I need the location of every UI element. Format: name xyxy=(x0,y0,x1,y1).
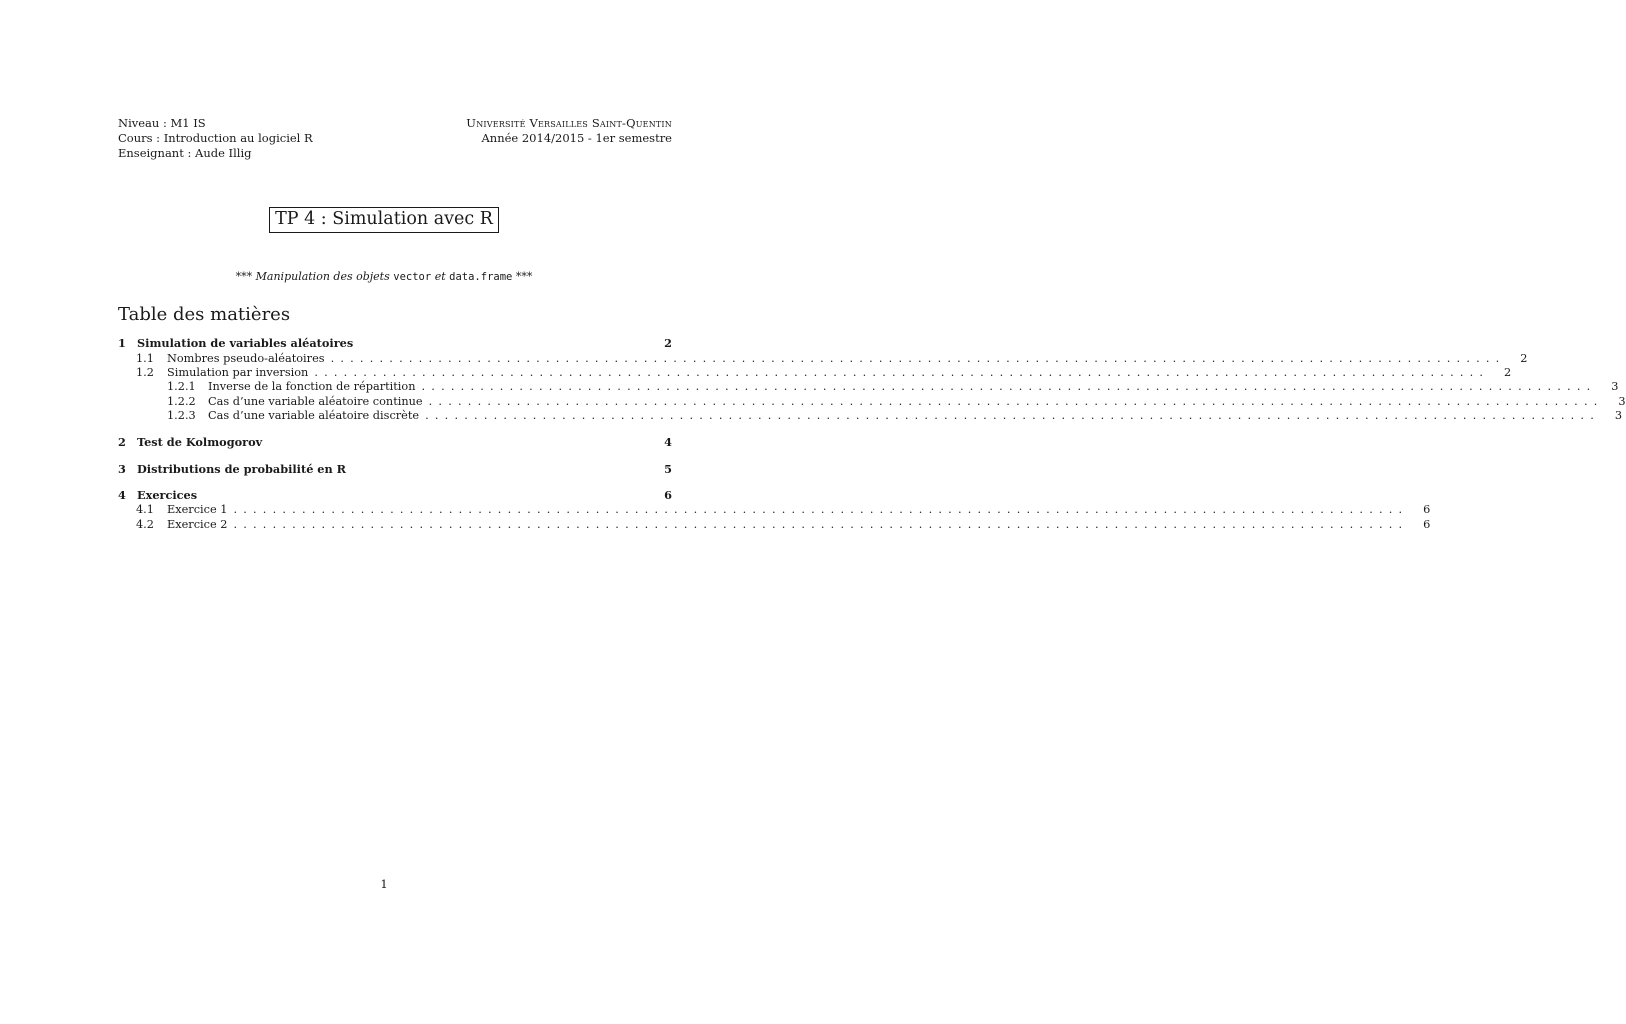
toc-entry-page: 3 xyxy=(1611,380,1619,393)
toc-entry-number: 4 xyxy=(118,488,126,502)
toc-entry-page: 2 xyxy=(1504,366,1512,379)
subtitle-text-2: et xyxy=(434,270,446,283)
toc-leader-dots: ........................................................................................................................ xyxy=(421,380,1597,393)
toc-entry[interactable] xyxy=(118,365,1512,380)
toc-entry[interactable] xyxy=(118,435,672,450)
course-level: Niveau : M1 IS xyxy=(118,116,206,130)
toc-entry-number: 1.2 xyxy=(136,366,154,379)
subtitle-text-1: Manipulation des objets xyxy=(255,270,390,283)
toc-entry[interactable] xyxy=(118,379,1619,394)
toc-entry-label: Cas d’une variable aléatoire discrète xyxy=(208,409,420,422)
subtitle-stars-right: *** xyxy=(515,270,533,283)
header-row-3 xyxy=(118,146,672,161)
subtitle-stars-left: *** xyxy=(235,270,253,283)
toc-entry-page: 6 xyxy=(1423,503,1431,516)
toc-entry-label: Exercices xyxy=(137,488,198,502)
subtitle-code-dataframe: data.frame xyxy=(449,271,513,283)
toc-entry[interactable] xyxy=(118,408,1623,423)
toc-leader-dots: ........................................................................................................................ xyxy=(233,503,1409,516)
toc-entry[interactable] xyxy=(118,502,1431,517)
toc-entry-number: 3 xyxy=(118,462,126,476)
toc-entry-label: Simulation de variables aléatoires xyxy=(137,336,354,350)
university-name: Université Versailles Saint-Quentin xyxy=(466,116,672,130)
toc-entry-page: 2 xyxy=(1520,352,1528,365)
toc-entry-number: 1.2.2 xyxy=(167,395,196,408)
toc-entry-number: 2 xyxy=(118,435,126,449)
toc-entry-number: 1 xyxy=(118,336,126,350)
toc-entry-label: Cas d’une variable aléatoire continue xyxy=(208,395,423,408)
document-subtitle xyxy=(0,270,768,284)
toc-leader-dots: ........................................................................................................................ xyxy=(314,366,1490,379)
header-row-1 xyxy=(118,116,672,131)
toc-entry-label: Nombres pseudo-aléatoires xyxy=(167,352,325,365)
toc-entry-page: 3 xyxy=(1618,395,1626,408)
instructor-name: Enseignant : Aude Illig xyxy=(118,146,252,160)
toc-entry-label: Exercice 1 xyxy=(167,503,228,516)
academic-year: Année 2014/2015 - 1er semestre xyxy=(481,131,672,145)
toc-entry-page: 6 xyxy=(664,488,672,502)
toc-leader-dots: ........................................................................................................................ xyxy=(428,395,1604,408)
header-row-2 xyxy=(118,131,672,146)
toc-entry[interactable] xyxy=(118,394,1626,409)
toc-entry-page: 3 xyxy=(1614,409,1623,422)
toc-entry-page: 4 xyxy=(664,435,672,449)
toc-leader-dots: ........................................................................................................................ xyxy=(233,518,1409,531)
toc-entry-label: Exercice 2 xyxy=(167,518,228,531)
toc-entry-label: Test de Kolmogorov xyxy=(137,435,263,449)
toc-entry-number: 1.2.3 xyxy=(167,409,196,422)
toc-leader-dots: ........................................................................................................................ xyxy=(330,352,1506,365)
toc-entry-number: 1.2.1 xyxy=(167,380,196,393)
toc-entry-page: 6 xyxy=(1423,518,1431,531)
subtitle-code-vector: vector xyxy=(393,271,432,283)
toc-entry-page: 2 xyxy=(664,336,672,350)
toc-heading: Table des matières xyxy=(118,304,291,325)
document-title: TP 4 : Simulation avec R xyxy=(269,207,499,233)
toc-entry[interactable] xyxy=(118,488,672,503)
toc-entry[interactable] xyxy=(118,351,1528,366)
toc-entry-page: 5 xyxy=(664,462,672,476)
toc-entry-label: Inverse de la fonction de répartition xyxy=(208,380,416,393)
course-name: Cours : Introduction au logiciel R xyxy=(118,131,313,145)
document-header xyxy=(118,116,672,161)
toc-entry-number: 4.1 xyxy=(136,503,154,516)
page-number: 1 xyxy=(380,877,388,891)
toc-leader-dots: ........................................................................................................................ xyxy=(425,409,1601,422)
toc-entry[interactable] xyxy=(118,336,672,351)
title-container xyxy=(0,207,768,233)
toc-entry[interactable] xyxy=(118,517,1431,532)
toc-entry-label: Distributions de probabilité en R xyxy=(137,462,347,476)
toc-entry-number: 1.1 xyxy=(136,352,154,365)
toc-entry[interactable] xyxy=(118,462,672,477)
toc-entry-label: Simulation par inversion xyxy=(167,366,309,379)
toc-entry-number: 4.2 xyxy=(136,518,154,531)
